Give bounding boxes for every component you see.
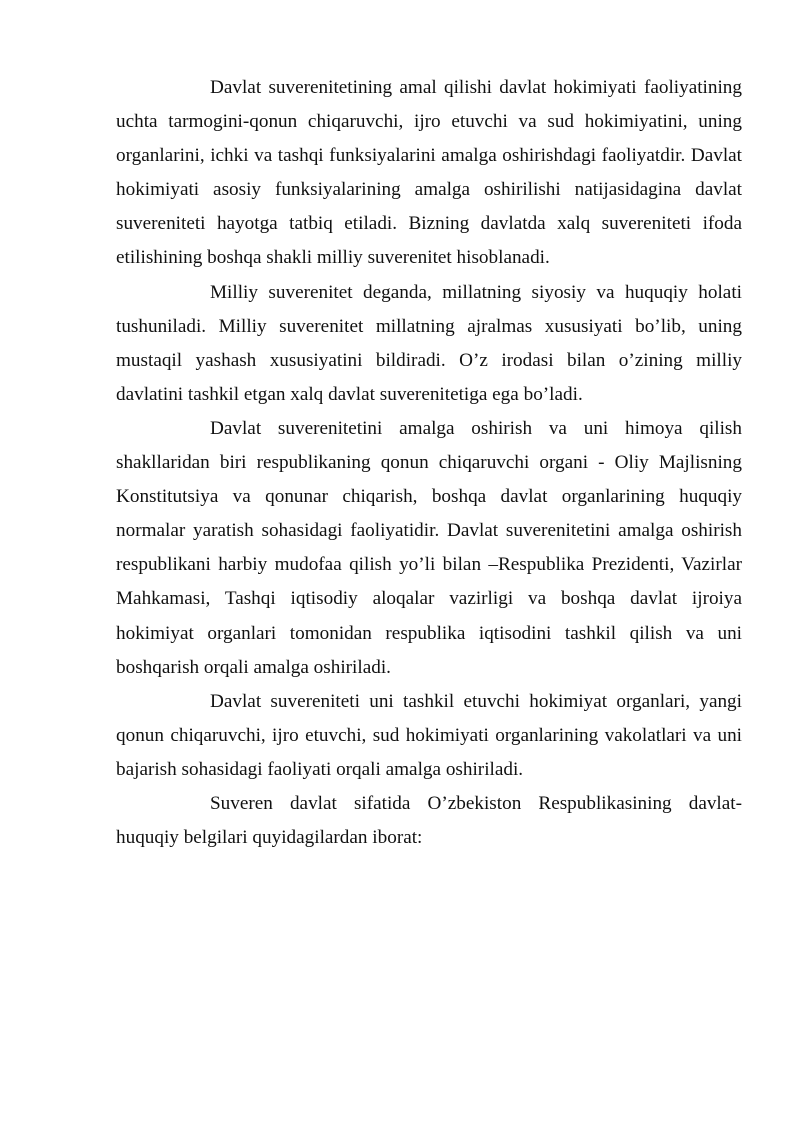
paragraph-2: Milliy suverenitet deganda, millatning siyosiy va huquqiy holati tushuniladi. Milliy suverenitet millatning ajralmas xususiyati bo’lib, uning mustaqil yashash xususiyatini bildiradi. O’z irodasi bilan o’zining milliy davlatini tashkil etgan xalq davlat suverenitetiga ega bo’ladi. (116, 281, 742, 405)
paragraph-5: Suveren davlat sifatida O’zbekiston Respublikasining davlat-huquqiy belgilari quyidagilardan iborat: (116, 792, 742, 849)
paragraph-3: Davlat suverenitetini amalga oshirish va uni himoya qilish shakllaridan biri respublikaning qonun chiqaruvchi organi - Oliy Majlisning Konstitutsiya va qonunar chiqarish, boshqa davlat organlarining huquqiy normalar yaratish sohasidagi faoliyatidir. Davlat suverenitetini amalga oshirish respublikani harbiy mudofaa qilish yo’li bilan –Respublika Prezidenti, Vazirlar Mahkamasi, Tashqi iqtisodiy aloqalar vazirligi va boshqa davlat ijroiya hokimiyat organlari tomonidan respublika iqtisodini tashkil qilish va uni boshqarish orqali amalga oshiriladi. (116, 417, 742, 678)
paragraph-1: Davlat suverenitetining amal qilishi davlat hokimiyati faoliyatining uchta tarmogini-qonun chiqaruvchi, ijro etuvchi va sud hokimiyatini, uning organlarini, ichki va tashqi funksiyalarini amalga oshirishdagi faoliyatdir. Davlat hokimiyati asosiy funksiyalarining amalga oshirilishi natijasidagina davlat suvereniteti hayotga tatbiq etiladi. Bizning davlatda xalq suvereniteti ifoda etilishining boshqa shakli milliy suverenitet hisoblanadi. (116, 77, 742, 269)
body-text (116, 71, 742, 855)
paragraph-4: Davlat suvereniteti uni tashkil etuvchi hokimiyat organlari, yangi qonun chiqaruvchi, ijro etuvchi, sud hokimiyati organlarining vakolatlari va uni bajarish sohasidagi faoliyati orqali amalga oshiriladi. (116, 690, 742, 780)
